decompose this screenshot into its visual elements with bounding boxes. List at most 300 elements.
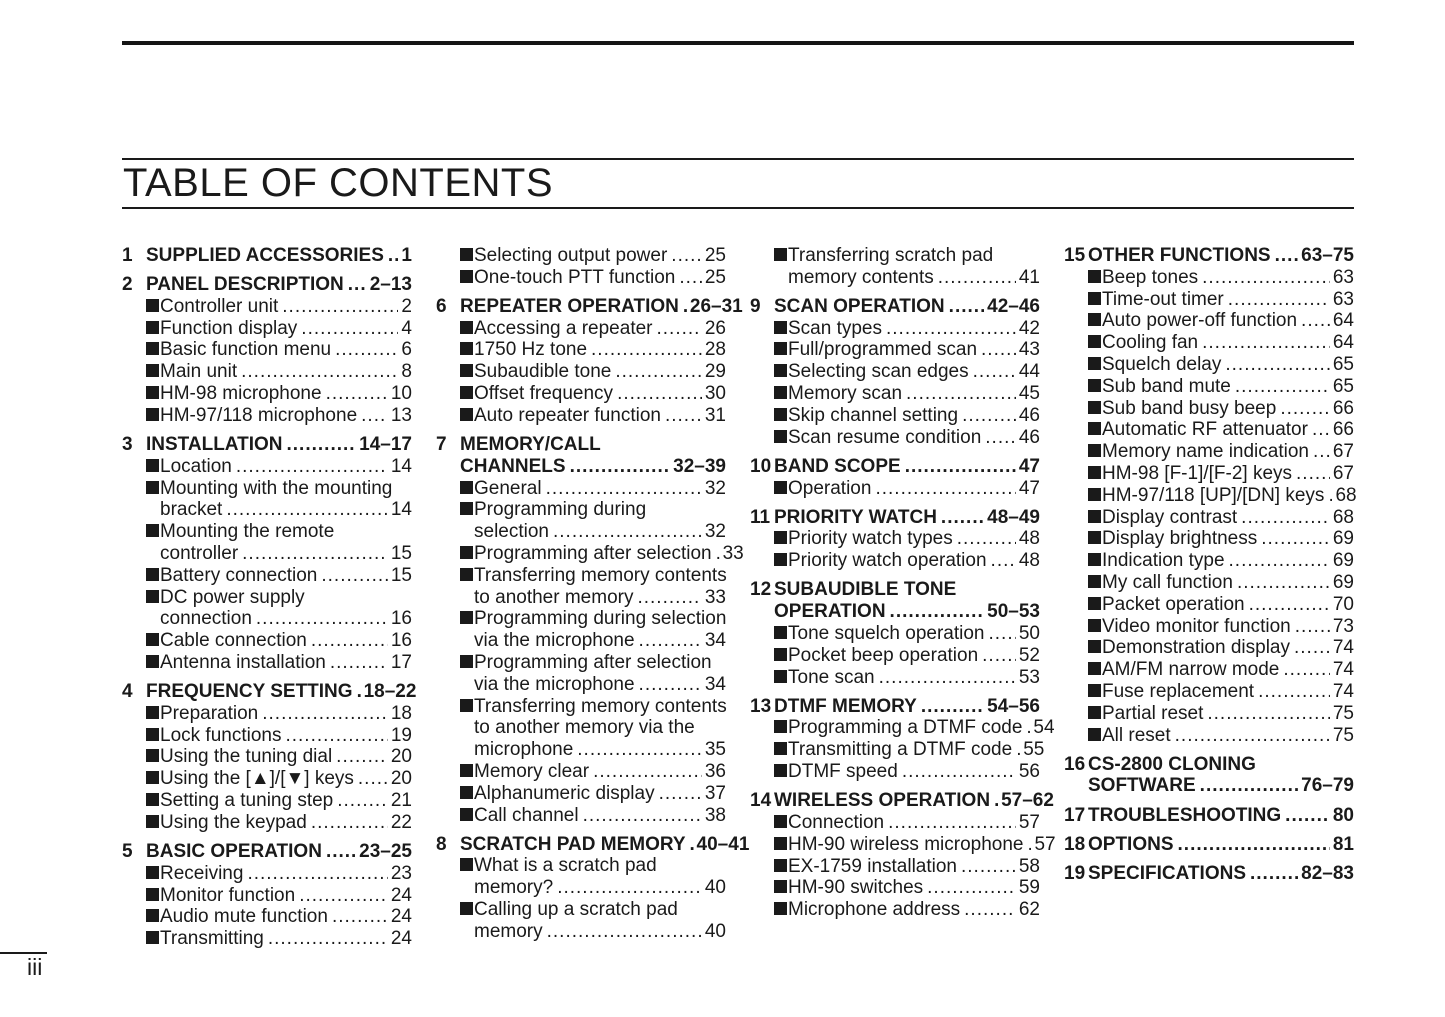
dot-leader — [1235, 376, 1330, 398]
toc-item — [436, 921, 726, 943]
toc-item — [122, 928, 412, 950]
dot-leader — [335, 339, 398, 361]
item-label: What is a scratch pad — [460, 855, 657, 877]
toc-item — [122, 725, 412, 747]
dot-leader — [336, 746, 388, 768]
toc-section-heading — [436, 456, 726, 478]
toc-item — [122, 630, 412, 652]
item-label: microphone — [474, 739, 574, 761]
square-bullet-icon — [460, 321, 473, 334]
toc-item — [436, 478, 726, 500]
toc-section — [1064, 834, 1354, 856]
item-label: Selecting scan edges — [774, 361, 969, 383]
toc-column — [436, 245, 750, 943]
section-title: REPEATER OPERATION — [460, 295, 679, 317]
square-bullet-icon — [1088, 379, 1101, 392]
item-label: Cooling fan — [1088, 332, 1198, 354]
section-title: TROUBLESHOOTING — [1088, 804, 1282, 826]
toc-section-heading — [750, 456, 1040, 478]
page-number: 54–56 — [987, 695, 1040, 717]
dot-leader — [949, 296, 984, 318]
square-bullet-icon — [460, 902, 473, 915]
item-label: Automatic RF attenuator — [1088, 419, 1308, 441]
dot-leader — [321, 565, 387, 587]
item-label: memory — [474, 920, 543, 942]
toc-item — [436, 542, 744, 565]
toc-section — [1064, 754, 1354, 798]
dot-leader — [637, 587, 701, 609]
section-title: BAND SCOPE — [774, 455, 901, 477]
page-number: 36 — [704, 760, 726, 782]
toc-item — [436, 761, 726, 783]
toc-item — [436, 877, 726, 899]
section-title: CHANNELS — [460, 455, 566, 477]
dot-leader — [875, 478, 1015, 500]
toc-item — [750, 667, 1040, 689]
toc-section-heading — [436, 295, 743, 318]
section-number: 13 — [750, 695, 772, 717]
item-label: HM-97/118 microphone — [146, 405, 357, 427]
page-number: 15 — [390, 542, 412, 564]
square-bullet-icon — [774, 248, 787, 261]
dot-leader — [1241, 507, 1330, 529]
toc-item — [750, 405, 1040, 427]
dot-leader — [583, 805, 702, 827]
page-number: 24 — [390, 928, 412, 950]
page-number: 25 — [704, 245, 726, 266]
page-number: 47 — [1018, 455, 1040, 477]
item-label: Receiving — [146, 863, 243, 885]
toc-item — [436, 717, 726, 739]
square-bullet-icon — [774, 481, 787, 494]
toc-item — [436, 587, 726, 609]
item-label: Alphanumeric display — [460, 783, 655, 805]
toc-item — [122, 768, 412, 790]
toc-section-heading — [1064, 754, 1354, 776]
item-label: Subaudible tone — [460, 361, 611, 383]
square-bullet-icon — [1088, 292, 1101, 305]
toc-item — [436, 899, 726, 921]
page-number: 14 — [390, 455, 412, 477]
dot-leader — [242, 543, 388, 565]
dot-leader — [1178, 834, 1330, 856]
dot-leader — [1026, 717, 1030, 739]
item-label: Calling up a scratch pad — [460, 899, 678, 921]
toc-item — [436, 652, 726, 674]
page-number: 31 — [704, 404, 726, 426]
square-bullet-icon — [460, 481, 473, 494]
page-number: 15 — [390, 564, 412, 586]
toc-item — [750, 856, 1040, 878]
square-bullet-icon — [460, 786, 473, 799]
toc-section-heading — [1064, 245, 1354, 267]
page-number: 57 — [1034, 833, 1056, 855]
toc-item — [122, 587, 412, 609]
page-number: 54 — [1033, 717, 1055, 739]
page-number: 47 — [1018, 477, 1040, 499]
dot-leader — [1175, 725, 1330, 747]
dot-leader — [1261, 528, 1330, 550]
item-label: Transferring memory contents — [460, 565, 727, 587]
section-title: PANEL DESCRIPTION — [146, 274, 344, 296]
toc-item — [750, 623, 1040, 645]
page-number: 75 — [1332, 702, 1354, 724]
page-number: 48 — [1018, 528, 1040, 550]
dot-leader — [639, 674, 702, 696]
toc-item — [122, 608, 412, 630]
dot-leader — [615, 361, 702, 383]
item-label: Transferring memory contents — [460, 696, 727, 718]
toc-section — [122, 841, 412, 950]
square-bullet-icon — [1088, 444, 1101, 457]
square-bullet-icon — [1088, 553, 1101, 566]
toc-item — [750, 761, 1040, 783]
toc-item — [122, 746, 412, 768]
dot-leader — [991, 550, 1016, 572]
item-label: Memory name indication — [1088, 441, 1309, 463]
page-number: 21 — [390, 790, 412, 812]
dot-leader — [326, 383, 388, 405]
dot-leader — [1207, 703, 1329, 725]
section-title: SUBAUDIBLE TONE — [774, 579, 957, 601]
dot-leader — [570, 456, 671, 478]
dot-leader — [617, 383, 702, 405]
square-bullet-icon — [146, 728, 159, 741]
dot-leader — [546, 478, 702, 500]
section-number: 14 — [750, 790, 772, 812]
square-bullet-icon — [146, 342, 159, 355]
dot-leader — [890, 601, 985, 623]
dot-leader — [547, 921, 702, 943]
item-label: Battery connection — [146, 565, 317, 587]
toc-item — [750, 739, 1045, 761]
page-number: 59 — [1018, 877, 1040, 899]
item-label: Sub band mute — [1088, 376, 1231, 398]
page-number: 70 — [1332, 593, 1354, 615]
dot-leader — [988, 623, 1015, 645]
toc-item — [122, 478, 412, 500]
page-number: 65 — [1332, 375, 1354, 397]
toc-item — [750, 267, 1040, 289]
page-number: 33 — [722, 542, 744, 564]
dot-leader — [1312, 419, 1330, 441]
page-number: 28 — [704, 339, 726, 361]
dot-leader — [1285, 805, 1330, 827]
item-label: memory? — [474, 877, 554, 899]
section-number: 15 — [1064, 245, 1086, 266]
toc-section — [750, 507, 1040, 572]
toc-item — [750, 478, 1040, 500]
item-label: Transmitting a DTMF code — [774, 739, 1012, 761]
page-number: 16 — [390, 608, 412, 630]
page-number: 74 — [1332, 637, 1354, 659]
dot-leader — [716, 543, 720, 565]
square-bullet-icon — [1088, 313, 1101, 326]
dot-leader — [981, 339, 1016, 361]
dot-leader — [301, 318, 398, 340]
dot-leader — [941, 507, 984, 529]
section-number: 3 — [122, 433, 133, 455]
page-number: 14–17 — [359, 433, 412, 455]
dot-leader — [665, 405, 702, 427]
dot-leader — [1237, 572, 1330, 594]
toc-section-heading — [750, 507, 1040, 529]
toc-section — [1064, 863, 1354, 885]
square-bullet-icon — [774, 764, 787, 777]
square-bullet-icon — [774, 880, 787, 893]
section-number: 17 — [1064, 804, 1086, 826]
square-bullet-icon — [774, 742, 787, 755]
section-title: CS-2800 CLONING — [1088, 753, 1256, 775]
section-number: 2 — [122, 274, 133, 296]
toc-item — [436, 339, 726, 361]
section-title: OPERATION — [774, 601, 886, 623]
dot-leader — [1295, 616, 1330, 638]
item-label: Skip channel setting — [774, 405, 958, 427]
toc-item — [1064, 267, 1354, 289]
toc-item — [1064, 681, 1354, 703]
dot-leader — [1225, 354, 1329, 376]
toc-item — [122, 652, 412, 674]
dot-leader — [938, 267, 1016, 289]
page-number: 57 — [1018, 811, 1040, 833]
dot-leader — [326, 841, 356, 863]
page-number: 22 — [390, 811, 412, 833]
toc-item — [1064, 463, 1354, 485]
toc-item — [1064, 703, 1354, 725]
dot-leader — [226, 499, 388, 521]
square-bullet-icon — [774, 408, 787, 421]
page-number: 34 — [704, 630, 726, 652]
page-number: 57–62 — [1001, 790, 1054, 812]
toc-item — [436, 521, 726, 543]
item-label: Priority watch types — [774, 528, 953, 550]
toc-section — [750, 296, 1040, 449]
square-bullet-icon — [146, 590, 159, 603]
item-label: Scan resume condition — [774, 427, 981, 449]
dot-leader — [679, 267, 701, 289]
square-bullet-icon — [146, 568, 159, 581]
toc-item — [1064, 441, 1354, 463]
item-label: Cable connection — [146, 630, 307, 652]
item-label: Transferring scratch pad — [774, 245, 993, 267]
toc-section — [436, 833, 750, 943]
item-label: Auto repeater function — [460, 405, 661, 427]
square-bullet-icon — [1088, 575, 1101, 588]
dot-leader — [287, 434, 357, 456]
dot-leader — [994, 790, 998, 812]
toc-item — [436, 630, 726, 652]
page-number: 50 — [1018, 622, 1040, 644]
page-number: 8 — [401, 361, 412, 383]
page-number: 40 — [704, 920, 726, 942]
page-number: 58 — [1018, 855, 1040, 877]
toc-section — [1064, 805, 1354, 827]
page-number: 55 — [1023, 739, 1045, 761]
page-number: 18 — [390, 702, 412, 724]
page-number: 68 — [1332, 506, 1354, 528]
page-number: 69 — [1332, 550, 1354, 572]
toc-item — [1064, 507, 1354, 529]
square-bullet-icon — [460, 408, 473, 421]
item-label: Programming after selection — [460, 543, 712, 565]
dot-leader — [361, 405, 388, 427]
item-label: HM-90 switches — [774, 877, 923, 899]
page-number: 73 — [1332, 615, 1354, 637]
toc — [122, 245, 1357, 950]
dot-leader — [553, 521, 702, 543]
toc-section — [122, 274, 412, 427]
toc-section — [122, 681, 417, 834]
page-number: 23–25 — [359, 840, 412, 862]
section-number: 1 — [122, 245, 133, 266]
square-bullet-icon — [1088, 640, 1101, 653]
toc-section — [436, 295, 743, 427]
toc-section — [436, 433, 744, 826]
toc-section-heading — [750, 579, 1040, 601]
item-label: Microphone address — [774, 899, 960, 921]
section-number: 11 — [750, 506, 771, 528]
toc-item — [122, 296, 412, 318]
page-number: 37 — [704, 782, 726, 804]
square-bullet-icon — [460, 364, 473, 377]
dot-leader — [388, 245, 399, 267]
toc-item — [436, 739, 726, 761]
square-bullet-icon — [1088, 706, 1101, 719]
item-label: Memory clear — [460, 761, 589, 783]
square-bullet-icon — [146, 655, 159, 668]
square-bullet-icon — [1088, 531, 1101, 544]
dot-leader — [557, 877, 702, 899]
item-label: Function display — [146, 318, 297, 340]
section-number: 6 — [436, 295, 447, 317]
footer-page-number: iii — [27, 954, 43, 980]
toc-item — [1064, 572, 1354, 594]
dot-leader — [1016, 739, 1020, 761]
toc-item — [122, 456, 412, 478]
toc-item — [122, 383, 412, 405]
dot-leader — [332, 906, 388, 928]
item-label: My call function — [1088, 572, 1233, 594]
square-bullet-icon — [146, 706, 159, 719]
item-label: connection — [160, 608, 252, 630]
toc-item — [436, 383, 726, 405]
square-bullet-icon — [1088, 270, 1101, 283]
toc-item — [436, 855, 726, 877]
dot-leader — [348, 274, 367, 296]
square-bullet-icon — [460, 270, 473, 283]
page-number: 68 — [1335, 484, 1357, 506]
item-label: Using the tuning dial — [146, 746, 332, 768]
toc-item — [122, 339, 412, 361]
dot-leader — [962, 405, 1016, 427]
dot-leader — [591, 339, 702, 361]
item-label: Programming during selection — [460, 608, 726, 630]
toc-item — [122, 318, 412, 340]
toc-item — [122, 361, 412, 383]
dot-leader — [268, 928, 388, 950]
square-bullet-icon — [146, 866, 159, 879]
toc-item — [750, 427, 1040, 449]
item-label: Programming after selection — [460, 652, 712, 674]
item-label: Memory scan — [774, 383, 902, 405]
page-number: 4 — [401, 317, 412, 339]
square-bullet-icon — [146, 749, 159, 762]
item-label: Location — [146, 456, 232, 478]
toc-item — [122, 499, 412, 521]
item-label: 1750 Hz tone — [460, 339, 587, 361]
toc-section-heading — [1064, 775, 1354, 797]
page-number: 13 — [390, 404, 412, 426]
square-bullet-icon — [146, 888, 159, 901]
page-number: 24 — [390, 884, 412, 906]
toc-item-group — [750, 245, 1040, 289]
item-label: to another memory — [474, 586, 634, 608]
item-label: Accessing a repeater — [460, 318, 653, 340]
page-number: 62 — [1018, 899, 1040, 921]
item-label: HM-97/118 [UP]/[DN] keys — [1088, 485, 1324, 507]
toc-item — [436, 674, 726, 696]
item-label: Antenna installation — [146, 652, 326, 674]
toc-item — [436, 696, 726, 718]
toc-item — [1064, 659, 1354, 681]
section-number: 5 — [122, 840, 133, 862]
toc-item — [750, 339, 1040, 361]
section-number: 4 — [122, 681, 133, 703]
toc-section — [122, 434, 412, 674]
toc-section-heading — [122, 681, 417, 703]
dot-leader — [1027, 834, 1031, 856]
section-number: 8 — [436, 833, 447, 855]
item-label: Preparation — [146, 703, 258, 725]
page-number: 35 — [704, 739, 726, 761]
toc-section — [750, 579, 1040, 688]
dot-leader — [357, 681, 361, 703]
dot-leader — [1200, 775, 1298, 797]
item-label: Demonstration display — [1088, 637, 1290, 659]
toc-section-heading — [750, 296, 1040, 318]
toc-item — [436, 565, 726, 587]
square-bullet-icon — [1088, 684, 1101, 697]
square-bullet-icon — [774, 815, 787, 828]
page-number: 76–79 — [1301, 775, 1354, 797]
page-number: 17 — [390, 651, 412, 673]
page-number: 20 — [390, 768, 412, 790]
page-number: 63 — [1332, 288, 1354, 310]
section-number: 9 — [750, 295, 761, 317]
toc-item — [1064, 398, 1354, 420]
section-title: DTMF MEMORY — [774, 695, 917, 717]
square-bullet-icon — [1088, 357, 1101, 370]
toc-item — [1064, 484, 1357, 507]
dot-leader — [1249, 594, 1330, 616]
dot-leader — [657, 318, 702, 340]
item-label: Main unit — [146, 361, 237, 383]
dot-leader — [927, 877, 1016, 899]
item-label: DC power supply — [146, 587, 305, 609]
dot-leader — [1250, 863, 1298, 885]
page-number: 75 — [1332, 724, 1354, 746]
item-label: Using the keypad — [146, 812, 307, 834]
toc-item — [1064, 310, 1354, 332]
page-number: 40–41 — [696, 833, 750, 855]
square-bullet-icon — [460, 808, 473, 821]
page-number: 2 — [401, 295, 412, 317]
toc-item — [1064, 332, 1354, 354]
top-rule — [122, 41, 1354, 45]
page-number: 23 — [390, 862, 412, 884]
item-label: Call channel — [460, 805, 579, 827]
